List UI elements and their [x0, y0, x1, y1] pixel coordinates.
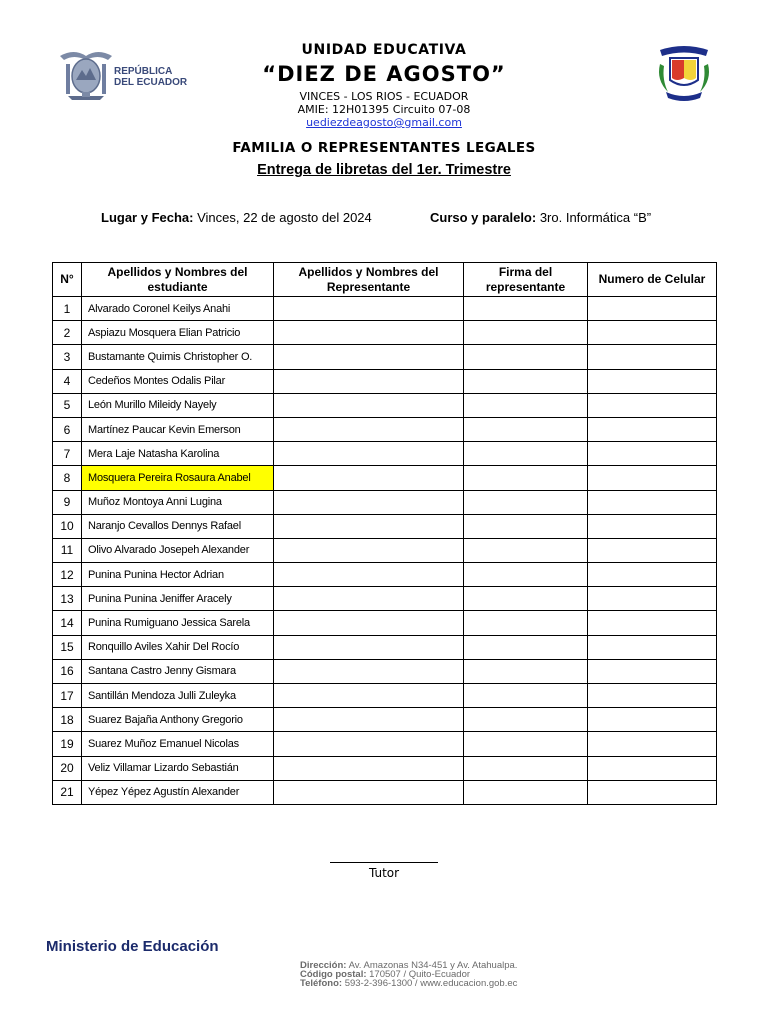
representative-name-cell[interactable] [274, 756, 464, 780]
row-number: 11 [53, 538, 82, 562]
representative-name-cell[interactable] [274, 780, 464, 804]
footer-phone: Teléfono: 593-2-396-1300 / www.educacion.gob.ec [300, 978, 518, 989]
row-number: 17 [53, 684, 82, 708]
footer-address: Dirección: Av. Amazonas N34-451 y Av. Atahualpa. [300, 960, 518, 971]
table-row [53, 611, 717, 635]
table-row [53, 684, 717, 708]
signature-cell[interactable] [464, 708, 588, 732]
table-row [53, 732, 717, 756]
signature-label: Tutor [368, 866, 400, 880]
signature-cell[interactable] [464, 466, 588, 490]
student-name: Olivo Alvarado Josepeh Alexander [82, 538, 274, 562]
student-name: Cedeños Montes Odalis Pilar [82, 369, 274, 393]
table-row [53, 369, 717, 393]
table-body [53, 297, 717, 805]
table-row [53, 297, 717, 321]
school-location: VINCES - LOS RIOS - ECUADOR [299, 90, 469, 103]
signature-cell[interactable] [464, 297, 588, 321]
table-row [53, 514, 717, 538]
student-name: Bustamante Quimis Christopher O. [82, 345, 274, 369]
representative-name-cell[interactable] [274, 587, 464, 611]
student-name: Mera Laje Natasha Karolina [82, 442, 274, 466]
student-name: Punina Punina Hector Adrian [82, 563, 274, 587]
representative-name-cell[interactable] [274, 563, 464, 587]
signature-cell[interactable] [464, 756, 588, 780]
document-subtitle: Entrega de libretas del 1er. Trimestre [257, 162, 511, 178]
phone-number-cell[interactable] [588, 635, 717, 659]
student-name: Santana Castro Jenny Gismara [82, 659, 274, 683]
student-name: Punina Punina Jeniffer Aracely [82, 587, 274, 611]
table-row [53, 780, 717, 804]
signature-cell[interactable] [464, 538, 588, 562]
header-phone: Numero de Celular [588, 263, 717, 297]
representative-name-cell[interactable] [274, 466, 464, 490]
table-row [53, 417, 717, 441]
representative-name-cell[interactable] [274, 659, 464, 683]
table-row [53, 563, 717, 587]
representative-name-cell[interactable] [274, 611, 464, 635]
representative-name-cell[interactable] [274, 514, 464, 538]
representative-name-cell[interactable] [274, 369, 464, 393]
table-row [53, 321, 717, 345]
representative-name-cell[interactable] [274, 417, 464, 441]
table-row [53, 490, 717, 514]
student-name: Punina Rumiguano Jessica Sarela [82, 611, 274, 635]
representative-name-cell[interactable] [274, 708, 464, 732]
row-number: 8 [53, 466, 82, 490]
table-row [53, 635, 717, 659]
representative-name-cell[interactable] [274, 393, 464, 417]
phone-number-cell[interactable] [588, 587, 717, 611]
representative-name-cell[interactable] [274, 635, 464, 659]
signature-cell[interactable] [464, 393, 588, 417]
row-number: 7 [53, 442, 82, 466]
row-number: 12 [53, 563, 82, 587]
phone-number-cell[interactable] [588, 321, 717, 345]
student-name: Martínez Paucar Kevin Emerson [82, 417, 274, 441]
course-value: 3ro. Informática “B” [539, 210, 652, 225]
document-title: FAMILIA O REPRESENTANTES LEGALES [232, 140, 536, 156]
representative-name-cell[interactable] [274, 684, 464, 708]
table-row [53, 393, 717, 417]
course-label: Curso y paralelo: [430, 210, 537, 225]
student-name: León Murillo Mileidy Nayely [82, 393, 274, 417]
representative-name-cell[interactable] [274, 538, 464, 562]
phone-number-cell[interactable] [588, 563, 717, 587]
phone-number-cell[interactable] [588, 490, 717, 514]
row-number: 14 [53, 611, 82, 635]
phone-number-cell[interactable] [588, 514, 717, 538]
representative-name-cell[interactable] [274, 490, 464, 514]
student-name: Suarez Bajaña Anthony Gregorio [82, 708, 274, 732]
signature-cell[interactable] [464, 345, 588, 369]
representative-name-cell[interactable] [274, 321, 464, 345]
row-number: 6 [53, 417, 82, 441]
place-date [101, 210, 372, 225]
representative-name-cell[interactable] [274, 442, 464, 466]
row-number: 18 [53, 708, 82, 732]
phone-number-cell[interactable] [588, 684, 717, 708]
student-roster-table [52, 262, 717, 805]
row-number: 3 [53, 345, 82, 369]
student-name: Ronquillo Aviles Xahir Del Rocío [82, 635, 274, 659]
row-number: 9 [53, 490, 82, 514]
table-row [53, 756, 717, 780]
phone-number-cell[interactable] [588, 780, 717, 804]
table-row [53, 659, 717, 683]
row-number: 10 [53, 514, 82, 538]
signature-cell[interactable] [464, 611, 588, 635]
student-name: Veliz Villamar Lizardo Sebastián [82, 756, 274, 780]
student-name: Naranjo Cevallos Dennys Rafael [82, 514, 274, 538]
row-number: 1 [53, 297, 82, 321]
table-row [53, 538, 717, 562]
place-date-value: Vinces, 22 de agosto del 2024 [197, 210, 372, 225]
phone-number-cell[interactable] [588, 611, 717, 635]
row-number: 19 [53, 732, 82, 756]
phone-number-cell[interactable] [588, 756, 717, 780]
signature-cell[interactable] [464, 514, 588, 538]
student-name: Aspiazu Mosquera Elian Patricio [82, 321, 274, 345]
signature-line [330, 862, 438, 863]
place-date-label: Lugar y Fecha: [101, 210, 194, 225]
school-amie: AMIE: 12H01395 Circuito 07-08 [297, 103, 471, 116]
phone-number-cell[interactable] [588, 417, 717, 441]
phone-number-cell[interactable] [588, 297, 717, 321]
row-number: 5 [53, 393, 82, 417]
table-row [53, 466, 717, 490]
student-name: Alvarado Coronel Keilys Anahi [82, 297, 274, 321]
row-number: 13 [53, 587, 82, 611]
header-signature: Firma del representante [464, 263, 588, 297]
phone-number-cell[interactable] [588, 732, 717, 756]
student-name: Muñoz Montoya Anni Lugina [82, 490, 274, 514]
school-name: “DIEZ DE AGOSTO” [262, 62, 506, 86]
row-number: 15 [53, 635, 82, 659]
header-representative: Apellidos y Nombres del Representante [274, 263, 464, 297]
table-row [53, 442, 717, 466]
signature-cell[interactable] [464, 369, 588, 393]
footer-postal: Código postal: 170507 / Quito-Ecuador [300, 969, 471, 980]
table-row [53, 708, 717, 732]
student-name: Mosquera Pereira Rosaura Anabel [82, 466, 274, 490]
student-name: Suarez Muñoz Emanuel Nicolas [82, 732, 274, 756]
phone-number-cell[interactable] [588, 369, 717, 393]
course-parallel [430, 210, 651, 225]
phone-number-cell[interactable] [588, 538, 717, 562]
representative-name-cell[interactable] [274, 732, 464, 756]
phone-number-cell[interactable] [588, 659, 717, 683]
signature-cell[interactable] [464, 442, 588, 466]
row-number: 21 [53, 780, 82, 804]
signature-cell[interactable] [464, 490, 588, 514]
ministry-name: Ministerio de Educación [46, 938, 219, 955]
row-number: 4 [53, 369, 82, 393]
signature-cell[interactable] [464, 635, 588, 659]
signature-cell[interactable] [464, 417, 588, 441]
header-student: Apellidos y Nombres del estudiante [82, 263, 274, 297]
student-name: Santillán Mendoza Julli Zuleyka [82, 684, 274, 708]
signature-cell[interactable] [464, 780, 588, 804]
signature-cell[interactable] [464, 684, 588, 708]
emblem-text: REPÚBLICA DEL ECUADOR [114, 66, 188, 88]
row-number: 2 [53, 321, 82, 345]
row-number: 16 [53, 659, 82, 683]
representative-name-cell[interactable] [274, 297, 464, 321]
signature-cell[interactable] [464, 659, 588, 683]
table-row [53, 587, 717, 611]
table-row [53, 345, 717, 369]
signature-cell[interactable] [464, 321, 588, 345]
signature-cell[interactable] [464, 563, 588, 587]
phone-number-cell[interactable] [588, 442, 717, 466]
school-email-link[interactable]: uediezdeagosto@gmail.com [306, 116, 462, 129]
phone-number-cell[interactable] [588, 708, 717, 732]
row-number: 20 [53, 756, 82, 780]
signature-cell[interactable] [464, 732, 588, 756]
school-type: UNIDAD EDUCATIVA [301, 42, 467, 58]
representative-name-cell[interactable] [274, 345, 464, 369]
phone-number-cell[interactable] [588, 393, 717, 417]
header-number: N° [53, 263, 82, 297]
table-header-row [53, 263, 717, 297]
phone-number-cell[interactable] [588, 345, 717, 369]
student-name: Yépez Yépez Agustín Alexander [82, 780, 274, 804]
phone-number-cell[interactable] [588, 466, 717, 490]
signature-cell[interactable] [464, 587, 588, 611]
